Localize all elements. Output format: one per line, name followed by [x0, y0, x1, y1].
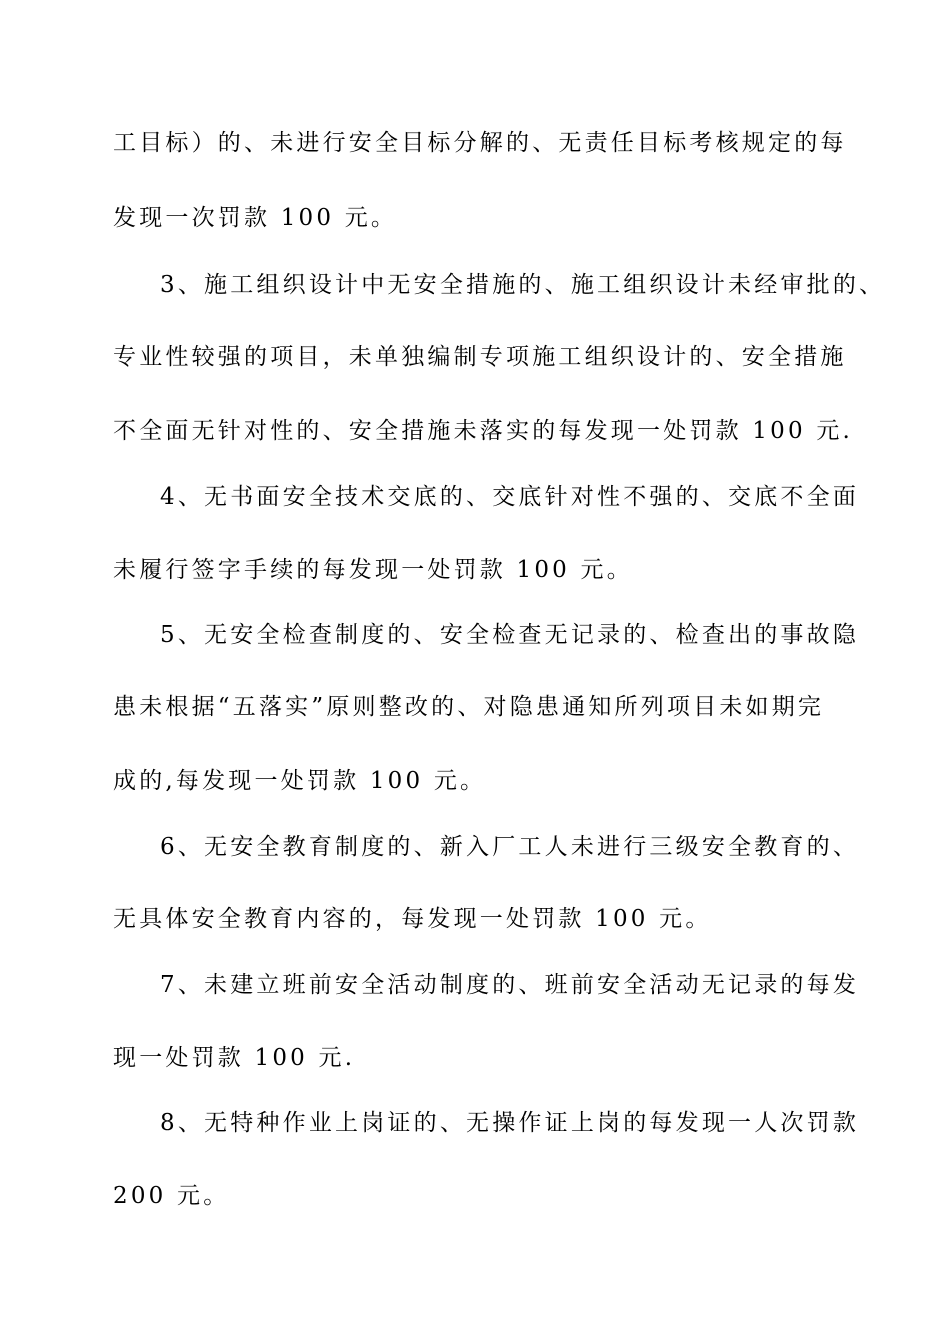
- text-line: 工目标）的、未进行安全目标分解的、无责任目标考核规定的每: [113, 130, 847, 156]
- paragraph-6-start: 6、无安全教育制度的、新入厂工人未进行三级安全教育的、: [160, 834, 860, 860]
- text-line: 无具体安全教育内容的，每发现一处罚款 100 元。: [113, 906, 712, 932]
- text-line: 现一处罚款 100 元.: [113, 1045, 356, 1071]
- text-line: 发现一次罚款 100 元。: [113, 205, 398, 231]
- text-line: 不全面无针对性的、安全措施未落实的每发现一处罚款 100 元.: [113, 418, 854, 444]
- paragraph-8-start: 8、无特种作业上岗证的、无操作证上岗的每发现一人次罚款: [160, 1110, 860, 1136]
- text-line: 专业性较强的项目，未单独编制专项施工组织设计的、安全措施: [113, 344, 847, 370]
- paragraph-5-start: 5、无安全检查制度的、安全检查无记录的、检查出的事故隐: [160, 622, 860, 648]
- paragraph-7-start: 7、未建立班前安全活动制度的、班前安全活动无记录的每发: [160, 972, 860, 998]
- text-line: 患未根据“五落实”原则整改的、对隐患通知所列项目未如期完: [113, 694, 825, 720]
- text-line: 未履行签字手续的每发现一处罚款 100 元。: [113, 557, 633, 583]
- paragraph-4-start: 4、无书面安全技术交底的、交底针对性不强的、交底不全面: [160, 484, 860, 510]
- text-line: 成的,每发现一处罚款 100 元。: [113, 768, 487, 794]
- text-line: 200 元。: [113, 1183, 230, 1209]
- paragraph-3-start: 3、施工组织设计中无安全措施的、施工组织设计未经审批的、: [160, 272, 886, 298]
